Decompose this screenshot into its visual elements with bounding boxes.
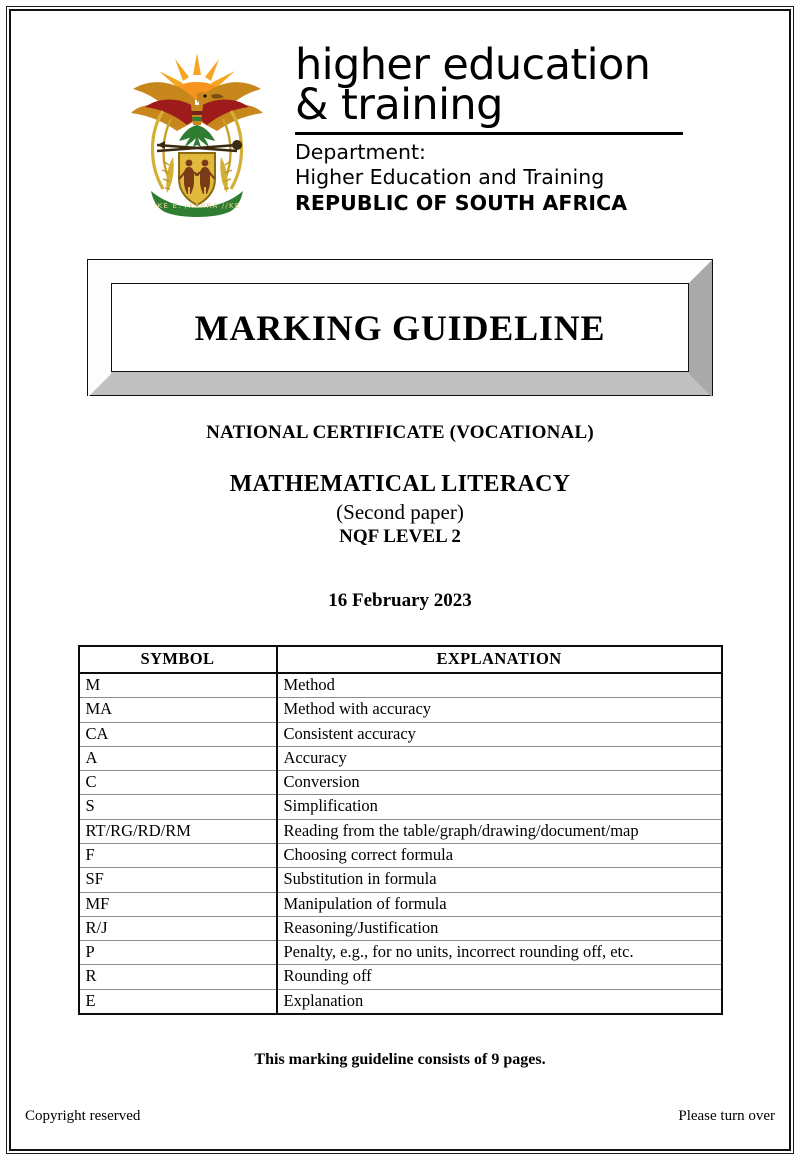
cell-symbol: MF	[79, 892, 277, 916]
table-row	[79, 892, 722, 916]
plate-bevel-left	[88, 260, 111, 397]
plate-face	[111, 283, 689, 372]
country-name: REPUBLIC OF SOUTH AFRICA	[295, 190, 628, 215]
plate-bevel-top	[88, 260, 712, 283]
table-row	[79, 673, 722, 698]
masthead	[11, 11, 789, 221]
table-row	[79, 965, 722, 989]
table-row	[79, 746, 722, 770]
cell-symbol: SF	[79, 868, 277, 892]
cell-symbol: MA	[79, 698, 277, 722]
page-title: MARKING GUIDELINE	[194, 307, 606, 348]
cell-explanation: Rounding off	[277, 965, 722, 989]
exam-date: 16 February 2023	[328, 590, 472, 611]
cell-explanation: Explanation	[277, 989, 722, 1014]
table-row	[79, 795, 722, 819]
symbol-table-body	[79, 673, 722, 1014]
table-row	[79, 819, 722, 843]
footer-turn-over: Please turn over	[678, 1108, 775, 1124]
south-african-coat-of-arms-icon	[117, 41, 277, 221]
department-name: Higher Education and Training	[295, 165, 605, 190]
cell-explanation: Reading from the table/graph/drawing/document/map	[277, 819, 722, 843]
table-header-row	[79, 646, 722, 673]
table-row	[79, 868, 722, 892]
cell-explanation: Method	[277, 673, 722, 698]
footer-copyright: Copyright reserved	[25, 1108, 141, 1124]
cell-symbol: R	[79, 965, 277, 989]
page-content	[11, 11, 789, 1149]
cell-symbol: C	[79, 771, 277, 795]
table-row	[79, 771, 722, 795]
title-plate-wrapper	[11, 259, 789, 396]
plate-bevel-right	[689, 260, 712, 397]
cell-explanation: Reasoning/Justification	[277, 916, 722, 940]
symbol-table-wrapper	[11, 645, 789, 1015]
cell-explanation: Manipulation of formula	[277, 892, 722, 916]
cell-symbol: E	[79, 989, 277, 1014]
cell-explanation: Penalty, e.g., for no units, incorrect rounding off, etc.	[277, 941, 722, 965]
table-row	[79, 989, 722, 1014]
cell-explanation: Consistent accuracy	[277, 722, 722, 746]
table-row	[79, 698, 722, 722]
certificate-line: NATIONAL CERTIFICATE (VOCATIONAL)	[206, 422, 594, 443]
cell-symbol: P	[79, 941, 277, 965]
cell-explanation: Conversion	[277, 771, 722, 795]
logo-title-line2: & training	[295, 80, 503, 131]
cell-explanation: Accuracy	[277, 746, 722, 770]
cell-symbol: S	[79, 795, 277, 819]
paper-line: (Second paper)	[336, 500, 464, 524]
nqf-level-line: NQF LEVEL 2	[339, 526, 461, 547]
plate-bevel-bottom	[88, 372, 712, 395]
cell-symbol: RT/RG/RD/RM	[79, 819, 277, 843]
table-row	[79, 941, 722, 965]
subject-line: MATHEMATICAL LITERACY	[229, 471, 571, 497]
column-header-explanation: EXPLANATION	[277, 646, 722, 673]
heading-block	[11, 422, 789, 612]
cell-symbol: A	[79, 746, 277, 770]
logo-divider-rule	[295, 132, 683, 135]
cell-symbol: M	[79, 673, 277, 698]
cell-explanation: Substitution in formula	[277, 868, 722, 892]
cell-explanation: Choosing correct formula	[277, 843, 722, 867]
cell-symbol: CA	[79, 722, 277, 746]
page-footer	[25, 1108, 775, 1125]
table-row	[79, 916, 722, 940]
svg-text:!KE E: /XARRA //KE: !KE E: /XARRA //KE	[153, 202, 241, 210]
title-plate	[87, 259, 713, 396]
department-label: Department:	[295, 139, 426, 164]
column-header-symbol: SYMBOL	[79, 646, 277, 673]
pages-count-note: This marking guideline consists of 9 pages.	[254, 1050, 546, 1068]
department-wordmark	[295, 41, 683, 216]
cell-symbol: F	[79, 843, 277, 867]
cell-explanation: Method with accuracy	[277, 698, 722, 722]
table-row	[79, 843, 722, 867]
cell-explanation: Simplification	[277, 795, 722, 819]
symbol-explanation-table	[78, 645, 723, 1015]
logo-title-line1: higher education	[295, 40, 651, 90]
table-row	[79, 722, 722, 746]
cell-symbol: R/J	[79, 916, 277, 940]
